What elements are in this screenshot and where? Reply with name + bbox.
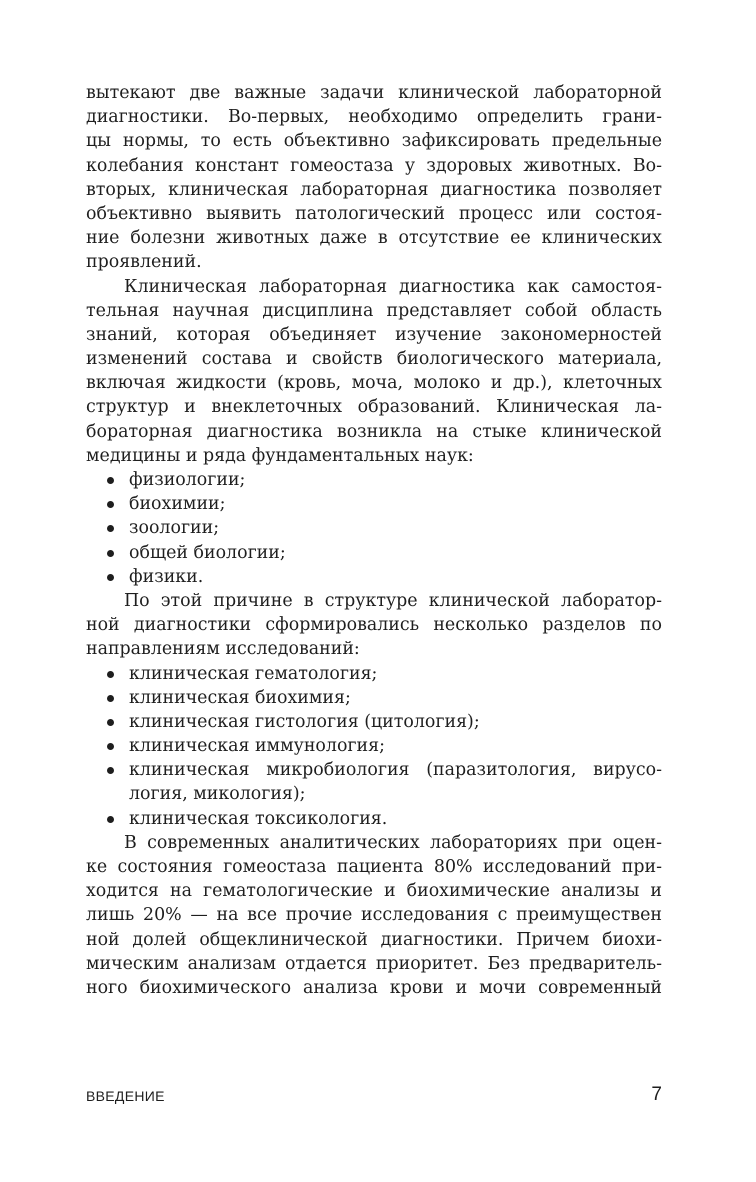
text-line: направлениям исследований: xyxy=(86,639,360,660)
sciences-list xyxy=(86,468,662,589)
paragraph-2 xyxy=(86,275,662,469)
list-item-text: клиническая токсикология. xyxy=(129,808,388,829)
list-item-text: клиническая гематология; xyxy=(129,663,378,684)
text-line: лишь 20% — на все прочие исследования с преимуществен xyxy=(86,905,662,926)
text-line: Клиническая лабораторная диагностика как самостоя- xyxy=(124,276,662,297)
list-item xyxy=(86,807,662,831)
page-footer xyxy=(86,1084,662,1108)
text-line: По этой причине в структуре клинической лаборатор- xyxy=(124,590,662,611)
text-line: ного биохимического анализа крови и мочи современный xyxy=(86,977,662,998)
text-line: медицины и ряда фундаментальных наук: xyxy=(86,445,474,466)
list-item xyxy=(86,541,662,565)
list-item xyxy=(86,710,662,734)
list-item xyxy=(86,686,662,710)
list-item-text: клиническая гистология (цитология); xyxy=(129,711,480,732)
text-line: цы нормы, то есть объективно зафиксировать предельные xyxy=(86,131,662,152)
list-item-text: физики. xyxy=(129,566,204,587)
text-line: структур и внеклеточных образований. Клиническая ла- xyxy=(86,397,662,418)
text-line: изменений состава и свойств биологического материала, xyxy=(86,349,662,370)
list-item-text: общей биологии; xyxy=(129,542,286,563)
text-line: ной диагностики сформировались несколько разделов по xyxy=(86,615,662,636)
list-item xyxy=(86,662,662,686)
list-item xyxy=(86,565,662,589)
list-item-text: логия, микология); xyxy=(129,784,306,805)
list-item xyxy=(86,758,662,806)
list-item xyxy=(86,468,662,492)
text-line: колебания констант гомеостаза у здоровых животных. Во- xyxy=(86,155,662,176)
text-line: ние болезни животных даже в отсутствие ее клинических xyxy=(86,228,662,249)
list-item-text: зоологии; xyxy=(129,518,220,539)
text-line: ходится на гематологические и биохимические анализы и xyxy=(86,881,662,902)
list-item-text: биохимии; xyxy=(129,494,226,515)
text-line: объективно выявить патологический процесс или состоя- xyxy=(86,203,662,224)
text-line: знаний, которая объединяет изучение закономерностей xyxy=(86,324,662,345)
list-item-text: клиническая биохимия; xyxy=(129,687,351,708)
text-line: мическим анализам отдается приоритет. Без предваритель- xyxy=(86,953,662,974)
text-line: В современных аналитических лабораториях при оцен- xyxy=(124,832,662,853)
text-line: диагностики. Во-первых, необходимо определить грани- xyxy=(86,107,662,128)
paragraph-1 xyxy=(86,81,662,275)
page-number: 7 xyxy=(651,1084,662,1105)
text-line: ной долей общеклинической диагностики. Причем биохи- xyxy=(86,929,662,950)
list-item-text: клиническая иммунология; xyxy=(129,736,385,757)
list-item xyxy=(86,492,662,516)
list-item xyxy=(86,516,662,540)
text-line: вытекают две важные задачи клинической лабораторной xyxy=(86,83,662,103)
text-line: ке состояния гомеостаза пациента 80% исследований при- xyxy=(86,857,662,877)
text-line: включая жидкости (кровь, моча, молоко и др.), клеточных xyxy=(86,373,662,394)
paragraph-4 xyxy=(86,831,662,1000)
text-line: бораторная диагностика возникла на стыке клинической xyxy=(86,421,662,442)
page-body xyxy=(86,81,662,1000)
sections-list xyxy=(86,662,662,831)
paragraph-3 xyxy=(86,589,662,662)
running-footer-section: ВВЕДЕНИЕ xyxy=(86,1088,165,1104)
list-item-text: физиологии; xyxy=(129,470,246,490)
text-line: тельная научная дисциплина представляет собой область xyxy=(86,300,662,321)
list-item-text: клиническая микробиология (паразитология, вирусо- xyxy=(129,760,662,781)
text-line: вторых, клиническая лабораторная диагностика позволяет xyxy=(86,179,662,200)
text-line: проявлений. xyxy=(86,252,202,273)
list-item xyxy=(86,734,662,758)
